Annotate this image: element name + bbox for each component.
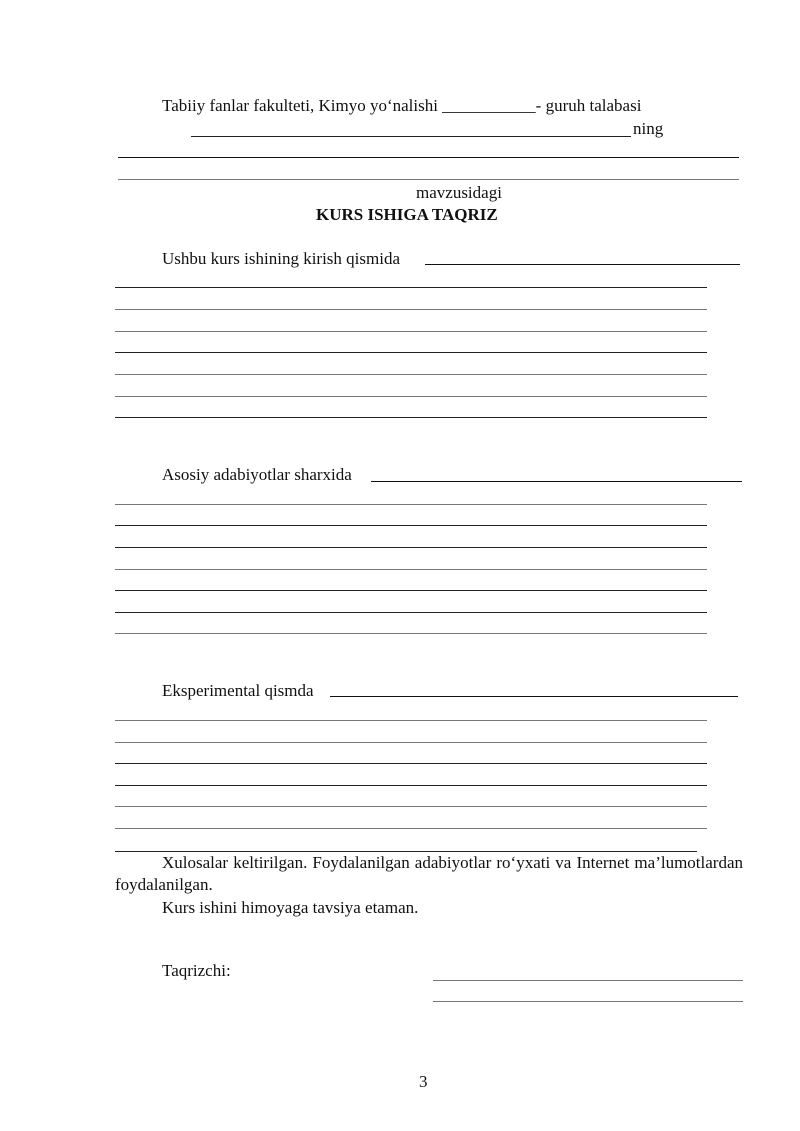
section-literature-lead-rule bbox=[371, 481, 742, 482]
section-experimental-rule bbox=[115, 763, 707, 764]
section-intro-lead-rule bbox=[425, 264, 740, 265]
section-intro-rule bbox=[115, 352, 707, 353]
section-literature-rule bbox=[115, 569, 707, 570]
section-literature-rule bbox=[115, 633, 707, 634]
student-name-rule bbox=[191, 136, 631, 137]
section-literature-rule bbox=[115, 504, 707, 505]
section-intro-rule bbox=[115, 417, 707, 418]
page-number: 3 bbox=[419, 1072, 428, 1091]
topic-rule-2 bbox=[118, 179, 739, 180]
ning-suffix: ning bbox=[633, 119, 664, 138]
conclusion-text: Xulosalar keltirilgan. Foydalanilgan adabiyotlar ro‘yxati va Internet ma’lumotlardan foydalanilgan. bbox=[115, 853, 743, 894]
section-experimental-rule bbox=[115, 828, 707, 829]
conclusion-paragraph bbox=[115, 852, 743, 896]
section-experimental-rule bbox=[115, 806, 707, 807]
reviewer-label: Taqrizchi: bbox=[162, 961, 231, 980]
section-literature-rule bbox=[115, 525, 707, 526]
topic-rule-1 bbox=[118, 157, 739, 158]
reviewer-signature-rule bbox=[433, 980, 743, 981]
section-literature-rule bbox=[115, 590, 707, 591]
section-experimental-label: Eksperimental qismda bbox=[162, 681, 314, 700]
section-literature-rule bbox=[115, 547, 707, 548]
section-experimental-rule bbox=[115, 785, 707, 786]
section-literature-rule bbox=[115, 612, 707, 613]
section-experimental-lead-rule bbox=[330, 696, 738, 697]
section-intro-rule bbox=[115, 331, 707, 332]
section-intro-rule bbox=[115, 374, 707, 375]
reviewer-name-rule bbox=[433, 1001, 743, 1002]
recommendation-text: Kurs ishini himoyaga tavsiya etaman. bbox=[162, 898, 419, 917]
section-intro-rule bbox=[115, 287, 707, 288]
section-intro-label: Ushbu kurs ishining kirish qismida bbox=[162, 249, 401, 268]
topic-label: mavzusidagi bbox=[416, 183, 502, 202]
faculty-line: Tabiiy fanlar fakulteti, Kimyo yo‘nalishi ___________- guruh talabasi bbox=[162, 96, 642, 115]
section-experimental-rule bbox=[115, 742, 707, 743]
section-experimental-rule bbox=[115, 720, 707, 721]
page-title: KURS ISHIGA TAQRIZ bbox=[316, 205, 498, 224]
section-literature-label: Asosiy adabiyotlar sharxida bbox=[162, 465, 352, 484]
section-intro-rule bbox=[115, 396, 707, 397]
section-intro-rule bbox=[115, 309, 707, 310]
